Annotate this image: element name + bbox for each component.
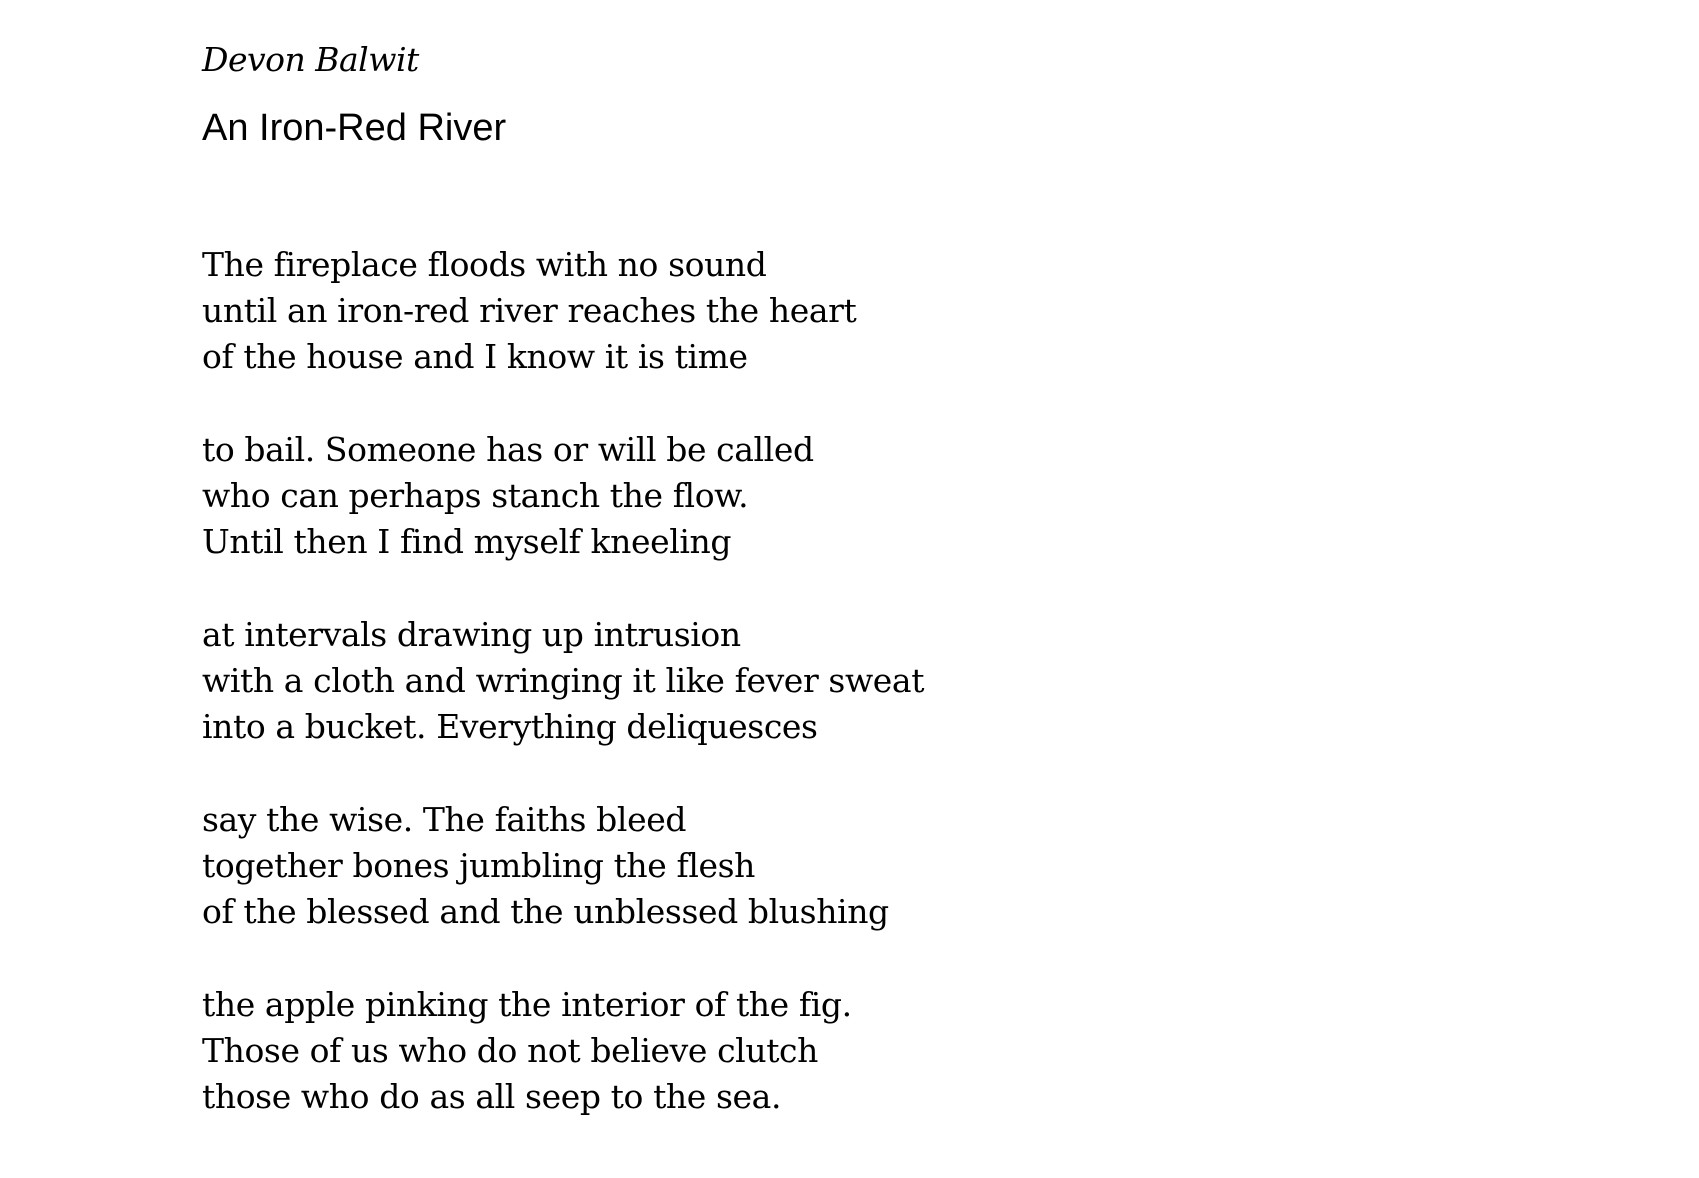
poem-line: Until then I find myself kneeling: [202, 522, 732, 561]
poem-line: at intervals drawing up intrusion: [202, 615, 741, 654]
poem-line: into a bucket. Everything deliquesces: [202, 707, 818, 746]
poem-line: to bail. Someone has or will be called: [202, 430, 814, 469]
poem-line: the apple pinking the interior of the fig.: [202, 985, 852, 1024]
stanza-3: [202, 612, 1502, 750]
poem-line: of the blessed and the unblessed blushing: [202, 892, 889, 931]
poem-line: Those of us who do not believe clutch: [202, 1031, 818, 1070]
author-name: Devon Balwit: [202, 40, 419, 79]
stanza-1: [202, 242, 1502, 380]
poem-body: [202, 242, 1502, 1120]
poem-line: those who do as all seep to the sea.: [202, 1077, 782, 1116]
stanza-5: [202, 982, 1502, 1120]
stanza-2: [202, 427, 1502, 565]
poem-content: [202, 38, 1502, 1167]
poem-line: together bones jumbling the flesh: [202, 846, 755, 885]
poem-line: say the wise. The faiths bleed: [202, 800, 687, 839]
stanza-4: [202, 797, 1502, 935]
poem-line: of the house and I know it is time: [202, 337, 748, 376]
poem-line: The fireplace floods with no sound: [202, 245, 767, 284]
poem-line: until an iron-red river reaches the heart: [202, 291, 857, 330]
poem-line: with a cloth and wringing it like fever sweat: [202, 661, 925, 700]
poem-line: who can perhaps stanch the flow.: [202, 476, 749, 515]
poem-title: An Iron-Red River: [202, 107, 507, 149]
